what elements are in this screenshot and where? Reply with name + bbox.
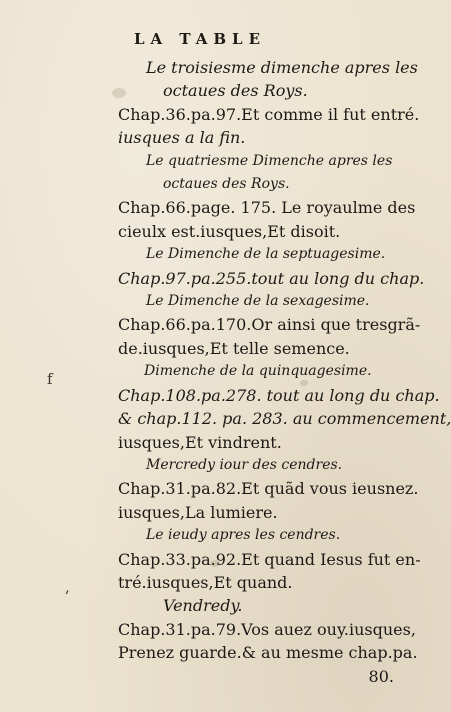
entry-reference: Chap.108.pa.278. tout au long du chap.: [118, 385, 440, 405]
entry-reference-cont: de.iusques,Et telle semence.: [118, 338, 350, 358]
margin-mark: f: [47, 370, 53, 388]
entry-reference-cont: cieulx est.iusques,Et disoit.: [118, 221, 341, 241]
margin-mark: ,: [65, 578, 70, 596]
entry-heading: Mercredy iour des cendres.: [146, 456, 343, 473]
entry-reference: Chap.66.pa.170.Or ainsi que tresgrã-: [118, 315, 421, 335]
entry-reference: Chap.31.pa.79.Vos auez ouy.iusques,: [118, 619, 416, 639]
entry-reference: Chap.36.pa.97.Et comme il fut entré.: [118, 104, 420, 124]
entry-reference-cont: Prenez guarde.& au mesme chap.pa.: [118, 643, 418, 663]
entry-reference-cont: iusques,La lumiere.: [118, 502, 278, 522]
entry-heading-cont: octaues des Roys.: [163, 81, 308, 101]
entry-heading: Le Dimenche de la septuagesime.: [146, 246, 386, 263]
table-of-readings: [118, 56, 451, 688]
running-header: LA TABLE: [133, 30, 267, 48]
entry-reference-cont: iusques,Et vindrent.: [118, 432, 282, 452]
entry-reference-cont: & chap.112. pa. 283. au commencement,: [118, 409, 451, 429]
entry-reference: Chap.66.page. 175. Le royaulme des: [118, 198, 416, 218]
entry-heading: Le ieudy apres les cendres.: [146, 527, 341, 544]
entry-heading: Le quatriesme Dimenche apres les: [146, 152, 393, 169]
entry-heading: Dimenche de la quinquagesime.: [144, 363, 372, 380]
entry-heading: Le troisiesme dimenche apres les: [146, 58, 418, 77]
entry-reference: Chap.33.pa.92.Et quand Iesus fut en-: [118, 549, 421, 569]
entry-reference: Chap.97.pa.255.tout au long du chap.: [118, 268, 425, 288]
entry-heading-cont: octaues des Roys.: [163, 176, 290, 193]
entry-heading: Vendredy.: [163, 596, 243, 616]
entry-reference-cont: iusques a la fin.: [118, 128, 246, 148]
entry-reference-cont: tré.iusques,Et quand.: [118, 572, 293, 592]
entry-heading: Le Dimenche de la sexagesime.: [146, 293, 370, 310]
entry-reference: Chap.31.pa.82.Et quãd vous ieusnez.: [118, 479, 419, 499]
page-catchword: 80.: [368, 666, 394, 686]
